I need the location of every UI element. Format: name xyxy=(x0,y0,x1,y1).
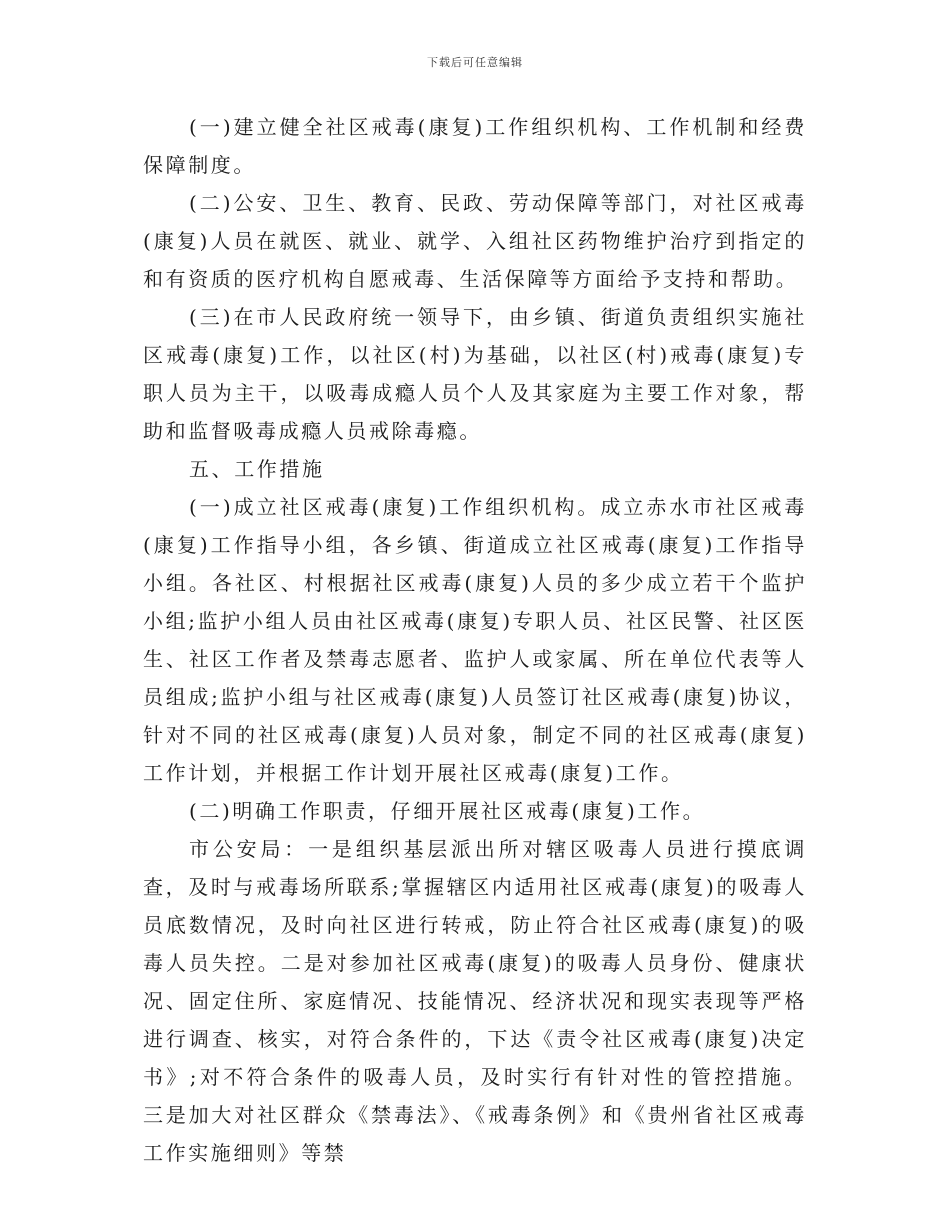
paragraph-3: (三)在市人民政府统一领导下，由乡镇、街道负责组织实施社区戒毒(康复)工作，以社区(村)为基础，以社区(村)戒毒(康复)专职人员为主干，以吸毒成瘾人员个人及其家庭为主要工作对象，帮助和监督吸毒成瘾人员戒除毒瘾。 xyxy=(143,305,807,443)
paragraph-6: 市公安局：一是组织基层派出所对辖区吸毒人员进行摸底调查，及时与戒毒场所联系;掌握辖区内适用社区戒毒(康复)的吸毒人员底数情况，及时向社区进行转戒，防止符合社区戒毒(康复)的吸毒人员失控。二是对参加社区戒毒(康复)的吸毒人员身份、健康状况、固定住所、家庭情况、技能情况、经济状况和现实表现等严格进行调查、核实，对符合条件的，下达《责令社区戒毒(康复)决定书》;对不符合条件的吸毒人员，及时实行有针对性的管控措施。三是加大对社区群众《禁毒法》、《戒毒条例》和《贵州省社区戒毒工作实施细则》等禁 xyxy=(143,837,807,1165)
paragraph-4: (一)成立社区戒毒(康复)工作组织机构。成立赤水市社区戒毒(康复)工作指导小组，各乡镇、街道成立社区戒毒(康复)工作指导小组。各社区、村根据社区戒毒(康复)人员的多少成立若干个监护小组;监护小组人员由社区戒毒(康复)专职人员、社区民警、社区医生、社区工作者及禁毒志愿者、监护人或家属、所在单位代表等人员组成;监护小组与社区戒毒(康复)人员签订社区戒毒(康复)协议，针对不同的社区戒毒(康复)人员对象，制定不同的社区戒毒(康复)工作计划，并根据工作计划开展社区戒毒(康复)工作。 xyxy=(143,495,807,785)
section-heading: 五、工作措施 xyxy=(189,457,325,481)
paragraph-2: (二)公安、卫生、教育、民政、劳动保障等部门，对社区戒毒(康复)人员在就医、就业、就学、入组社区药物维护治疗到指定的和有资质的医疗机构自愿戒毒、生活保障等方面给予支持和帮助。 xyxy=(143,191,807,291)
document-body xyxy=(143,108,807,1172)
paragraph-1: (一)建立健全社区戒毒(康复)工作组织机构、工作机制和经费保障制度。 xyxy=(143,115,807,177)
page-header: 下载后可任意编辑 xyxy=(427,56,523,69)
paragraph-5: (二)明确工作职责，仔细开展社区戒毒(康复)工作。 xyxy=(189,799,706,823)
